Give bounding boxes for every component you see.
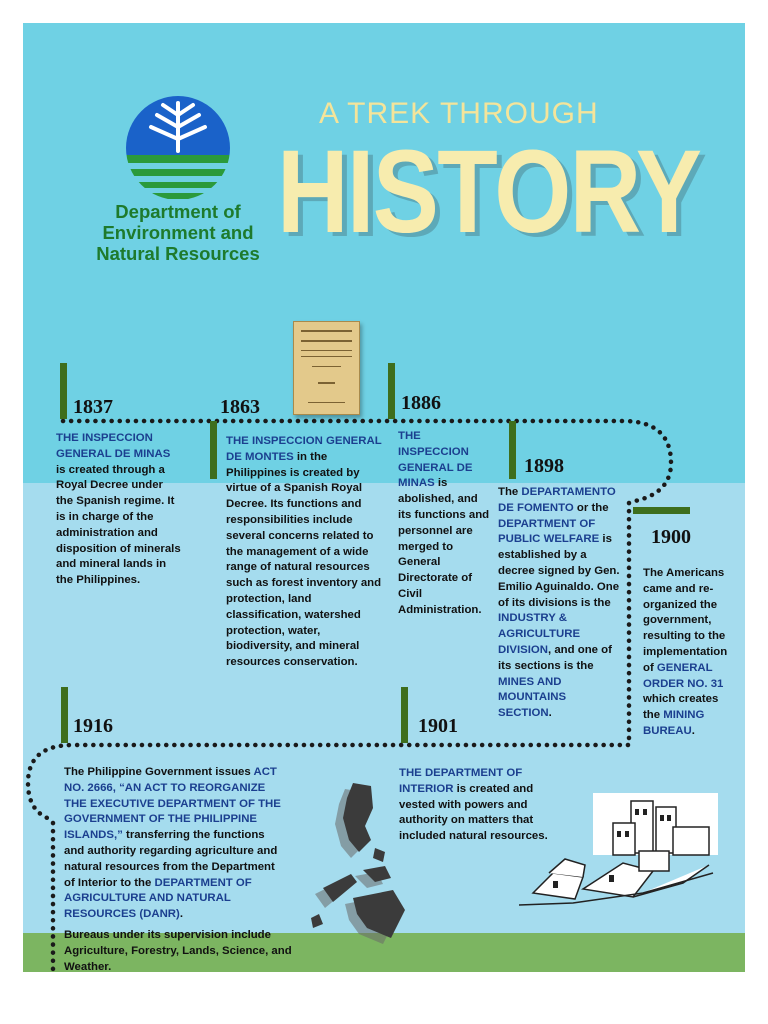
highlighted-term: MINES AND MOUNTAINS SECTION: [498, 675, 567, 720]
event-text: in the Philippines is created by virtue of a Spanish Royal Decree. Its functions and responsibilities include several concerns related to the management of a wide range of natural resources such as forest inventory and protection, land classification, watershed protection, water, biodiversity, and mineral resources conservation.: [226, 450, 382, 669]
event-text: transferring the functions and authority regarding agriculture and natural resources from the Department of Interior to the: [64, 829, 278, 889]
year-1886: 1886: [401, 392, 441, 414]
event-text: is created through a Royal Decree under the Spanish regime. It is in charge of the administration and disposition of minerals and mineral lands in the Philippines.: [56, 463, 181, 587]
catalog-book-image: [293, 321, 360, 415]
event-text: is established by a decree signed by Gen. Emilio Aguinaldo. One of its divisions is the: [498, 533, 620, 609]
highlighted-term: THE INSPECCION GENERAL DE MINAS: [56, 432, 171, 460]
event-text: The: [498, 486, 522, 498]
marker-bar-1886: [388, 363, 395, 419]
event-text: The Philippine Government issues: [64, 766, 254, 778]
year-1837: 1837: [73, 396, 113, 418]
denr-logo-icon: [123, 93, 233, 203]
highlighted-term: DEPARTMENT OF AGRICULTURE AND NATURAL RESOURCES (DANR): [64, 876, 252, 921]
year-1916: 1916: [73, 715, 113, 737]
event-1837: [56, 431, 181, 589]
event-1916: [64, 765, 286, 923]
event-1916-bureaus: Bureaus under its supervision include Agriculture, Forestry, Lands, Science, and Weather.: [64, 929, 292, 972]
page-title: HISTORY: [277, 126, 701, 258]
event-1898: [498, 485, 622, 722]
organization-name: Department of Environment and Natural Resources: [96, 201, 260, 264]
event-text: is created and vested with powers and authority on matters that included natural resources.: [399, 782, 548, 843]
infographic-poster: [23, 23, 745, 972]
marker-bar-1863: [210, 421, 217, 479]
highlighted-term: MINING BUREAU: [643, 709, 705, 737]
year-1900: 1900: [651, 526, 691, 548]
highlighted-term: DEPARTMENT OF PUBLIC WELFARE: [498, 517, 600, 546]
highlighted-term: THE INSPECCION GENERAL DE MINAS: [398, 430, 473, 490]
event-text: .: [548, 707, 552, 720]
marker-bar-1837: [60, 363, 67, 419]
highlighted-term: THE INSPECCION GENERAL DE MONTES: [226, 435, 382, 463]
marker-bar-1900: [633, 507, 690, 514]
highlighted-term: GENERAL ORDER NO. 31: [643, 661, 724, 690]
event-text: .: [691, 724, 695, 737]
event-text: or the: [573, 501, 609, 514]
year-1898: 1898: [524, 455, 564, 477]
event-text: The Americans came and re-organized the government, resulting to the implementation of: [643, 567, 728, 674]
philippines-map-icon: [293, 778, 423, 948]
marker-bar-1898: [509, 421, 516, 479]
town-sketch-illustration: [513, 793, 723, 913]
highlighted-term: THE DEPARTMENT OF INTERIOR: [399, 767, 523, 795]
event-text: , and one of its sections is the: [498, 643, 612, 672]
event-1863: [226, 434, 389, 671]
marker-bar-1916: [61, 687, 68, 743]
title-subtitle: A TREK THROUGH: [319, 97, 599, 130]
event-1900: [643, 566, 738, 740]
event-1886: [398, 429, 494, 619]
highlighted-term: INDUSTRY & AGRICULTURE DIVISION: [498, 612, 581, 656]
event-text: is abolished, and its functions and personnel are merged to General Directorate of Civil Administration.: [398, 477, 490, 616]
highlighted-term: DEPARTAMENTO DE FOMENTO: [498, 486, 616, 514]
year-1863: 1863: [220, 396, 260, 418]
year-1901: 1901: [418, 715, 458, 737]
highlighted-term: ACT NO. 2666, “AN ACT TO REORGANIZE THE EXECUTIVE DEPARTMENT OF THE GOVERNMENT OF THE PHILIPPINE ISLANDS,”: [64, 766, 281, 842]
marker-bar-1901: [401, 687, 408, 743]
event-text: which creates the: [643, 693, 719, 722]
event-text: .: [179, 908, 183, 921]
